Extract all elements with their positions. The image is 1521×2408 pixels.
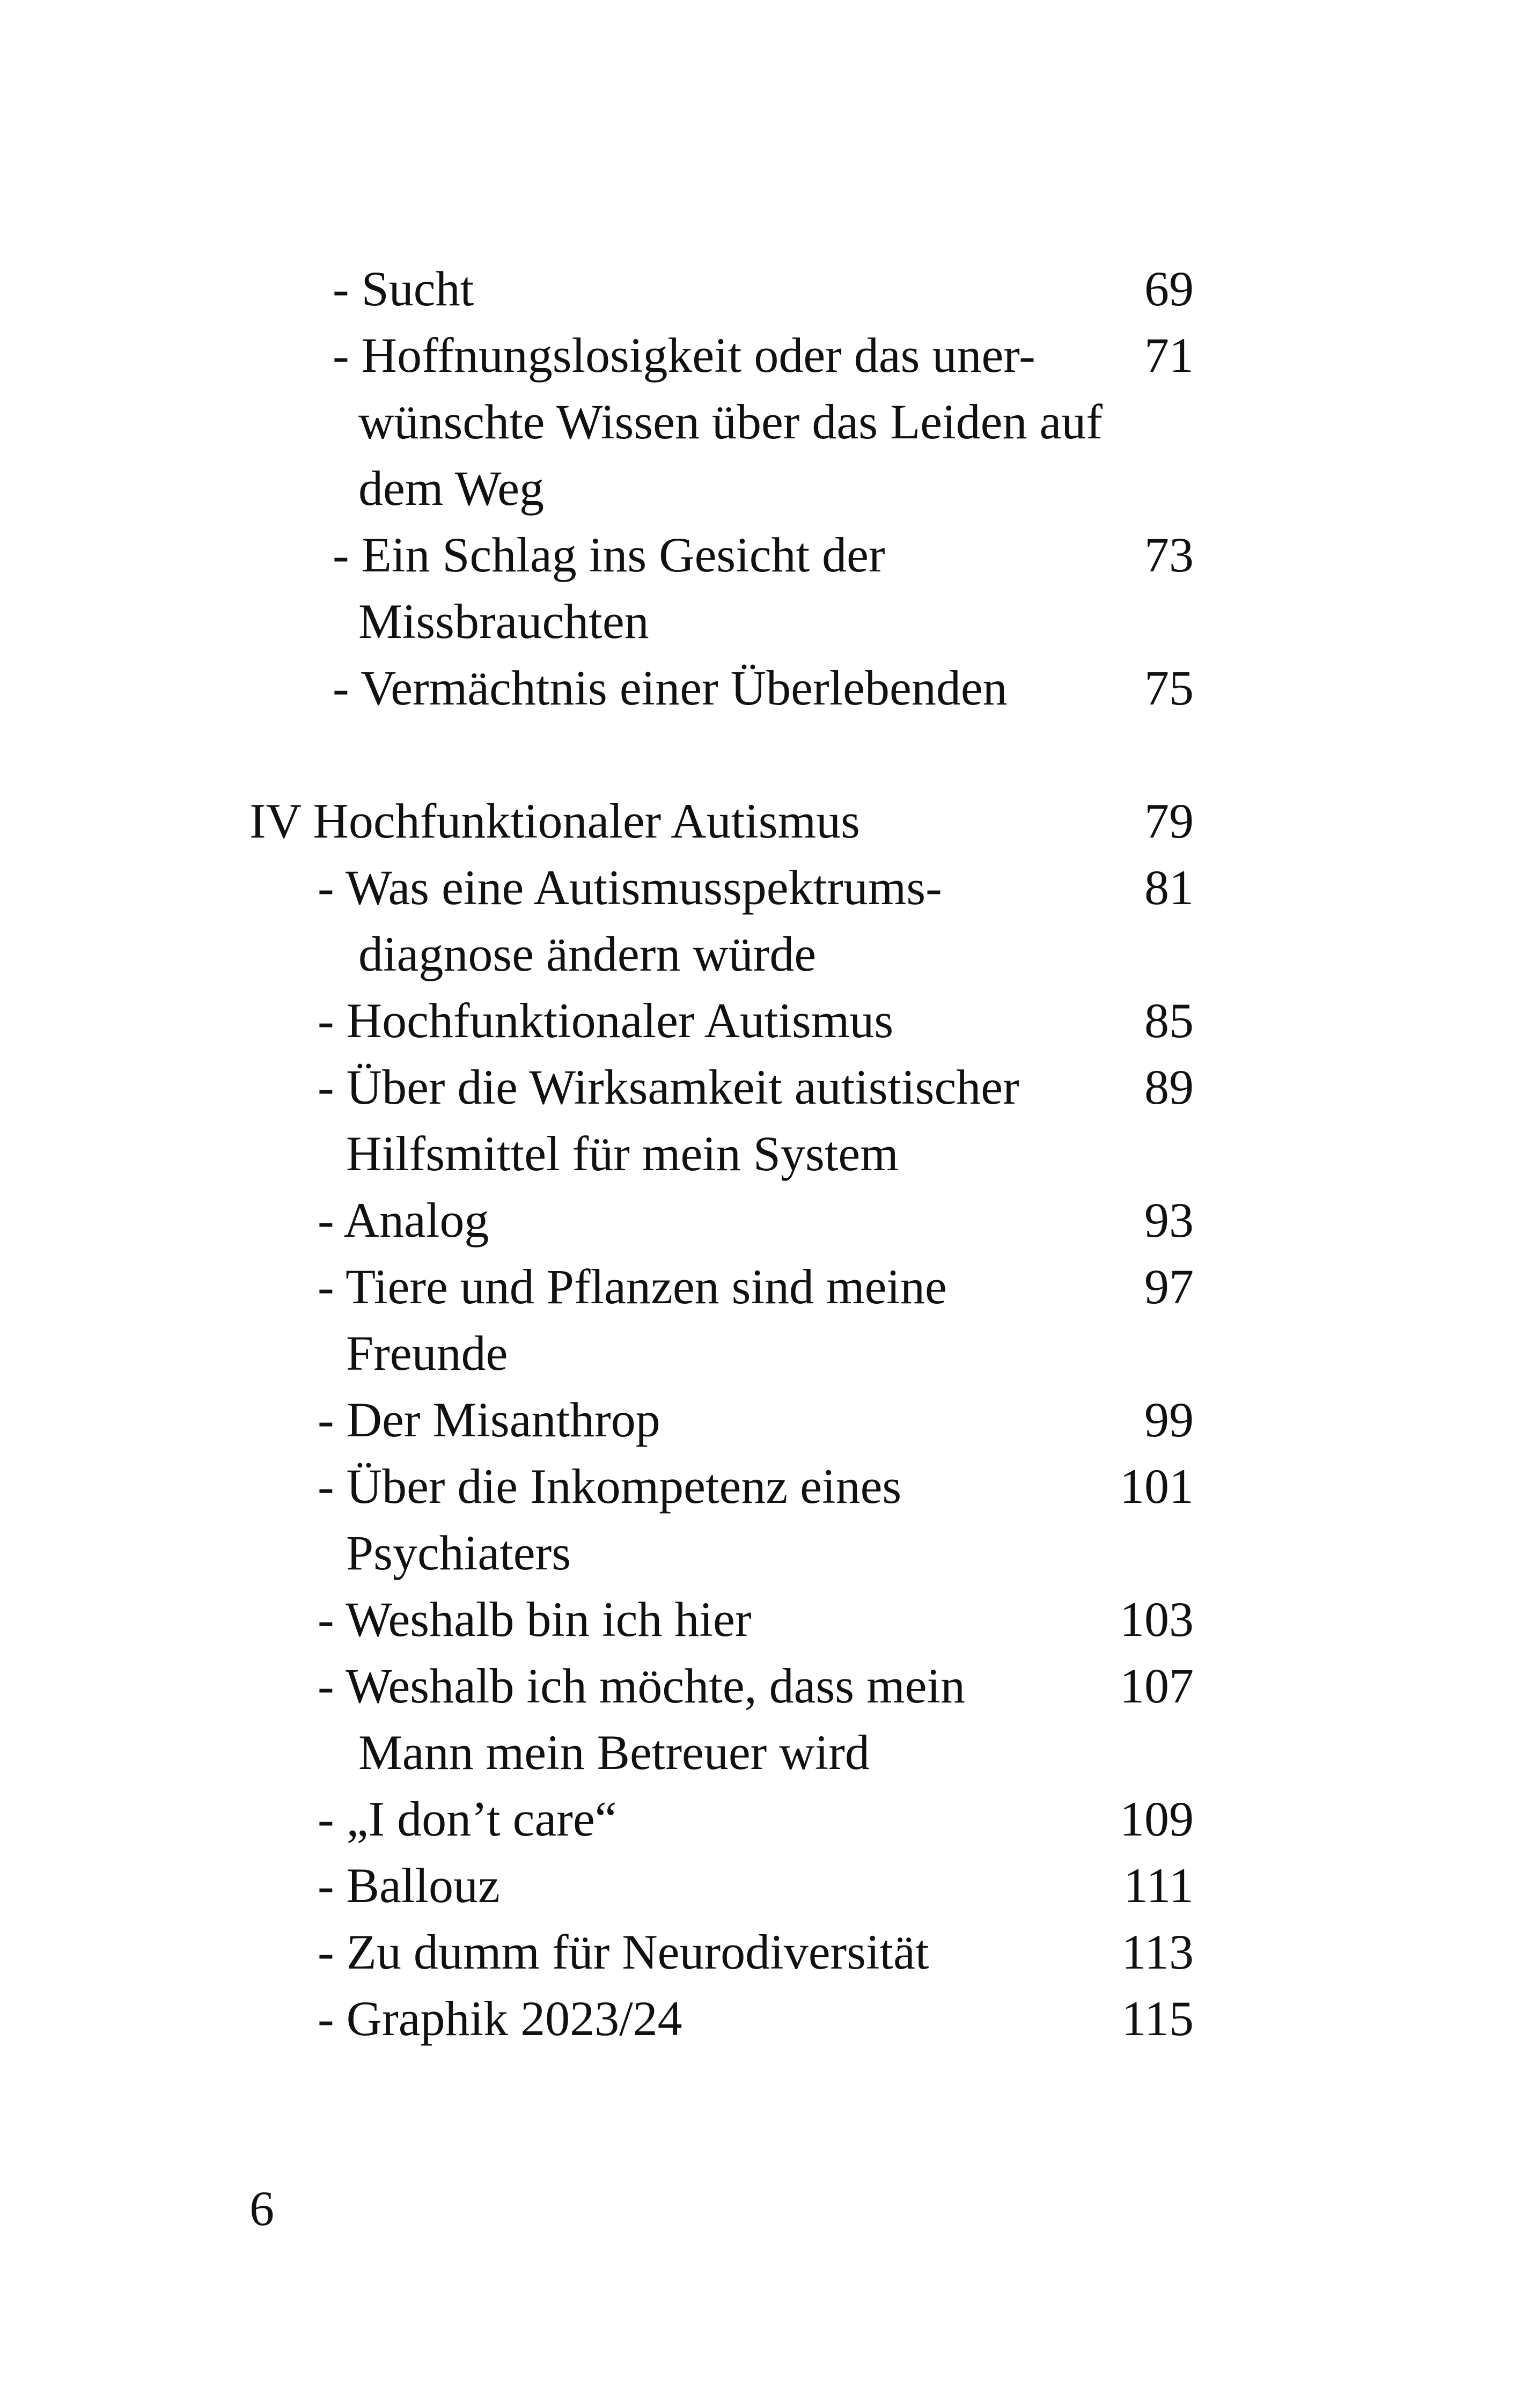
toc-chapter-heading: IV Hochfunktionaler Autismus: [249, 794, 860, 848]
toc-entry-title: - Zu dumm für Neurodiversität: [318, 1925, 929, 1979]
toc-page-number: 71: [1144, 328, 1194, 383]
toc-entry-continuation: Freunde: [346, 1326, 508, 1381]
toc-page-number: 81: [1144, 860, 1194, 915]
toc-entry-title: - Sucht: [333, 261, 474, 316]
toc-entry-title: - Ballouz: [318, 1858, 500, 1913]
toc-entry-continuation: Missbrauchten: [358, 594, 649, 649]
toc-entry-title: - Vermächtnis einer Überlebenden: [333, 660, 1008, 715]
toc-entry-continuation: wünschte Wissen über das Leiden auf: [358, 394, 1103, 449]
toc-page-number: 113: [1121, 1925, 1194, 1979]
toc-entry-title: - Was eine Autismusspektrums-: [318, 860, 942, 915]
toc-entry-continuation: Mann mein Betreuer wird: [358, 1725, 870, 1780]
toc-entry-continuation: dem Weg: [358, 461, 545, 516]
toc-page-number: 111: [1123, 1858, 1194, 1913]
toc-page-number: 69: [1144, 261, 1194, 316]
toc-page-number: 103: [1120, 1592, 1194, 1647]
toc-page-number: 115: [1121, 1991, 1194, 2046]
toc-entry-title: - Weshalb ich möchte, dass mein: [318, 1658, 966, 1713]
toc-page-number: 73: [1144, 527, 1194, 582]
toc-page-number: 93: [1144, 1193, 1194, 1247]
toc-page-number: 79: [1144, 794, 1194, 848]
toc-page-number: 85: [1144, 993, 1194, 1048]
toc-entry-title: - „I don’t care“: [318, 1792, 617, 1846]
toc-entry-title: - Hoffnungslosigkeit oder das uner-: [333, 328, 1035, 383]
toc-page-number: 107: [1120, 1658, 1194, 1713]
toc-entry-title: - Ein Schlag ins Gesicht der: [333, 527, 885, 582]
toc-page-number: 75: [1144, 660, 1194, 715]
toc-entry-title: - Über die Inkompetenz eines: [318, 1459, 902, 1514]
toc-page-number: 97: [1144, 1259, 1194, 1314]
toc-entry-continuation: Hilfsmittel für mein System: [346, 1126, 899, 1181]
toc-entry-title: - Über die Wirksamkeit autistischer: [318, 1060, 1019, 1114]
toc-entry-title: - Weshalb bin ich hier: [318, 1592, 752, 1647]
toc-entry-continuation: Psychiaters: [346, 1525, 571, 1580]
page-folio: 6: [249, 2181, 274, 2236]
toc-entry-continuation: diagnose ändern würde: [358, 927, 817, 981]
toc-entry-title: - Graphik 2023/24: [318, 1991, 682, 2046]
toc-page-number: 101: [1120, 1459, 1194, 1514]
toc-page-number: 99: [1144, 1392, 1194, 1447]
toc-page-number: 109: [1120, 1792, 1194, 1846]
toc-entry-title: - Hochfunktionaler Autismus: [318, 993, 894, 1048]
toc-entry-title: - Tiere und Pflanzen sind meine: [318, 1259, 947, 1314]
toc-page-number: 89: [1144, 1060, 1194, 1114]
toc-entry-title: - Der Misanthrop: [318, 1392, 660, 1447]
toc-entry-title: - Analog: [318, 1193, 489, 1247]
